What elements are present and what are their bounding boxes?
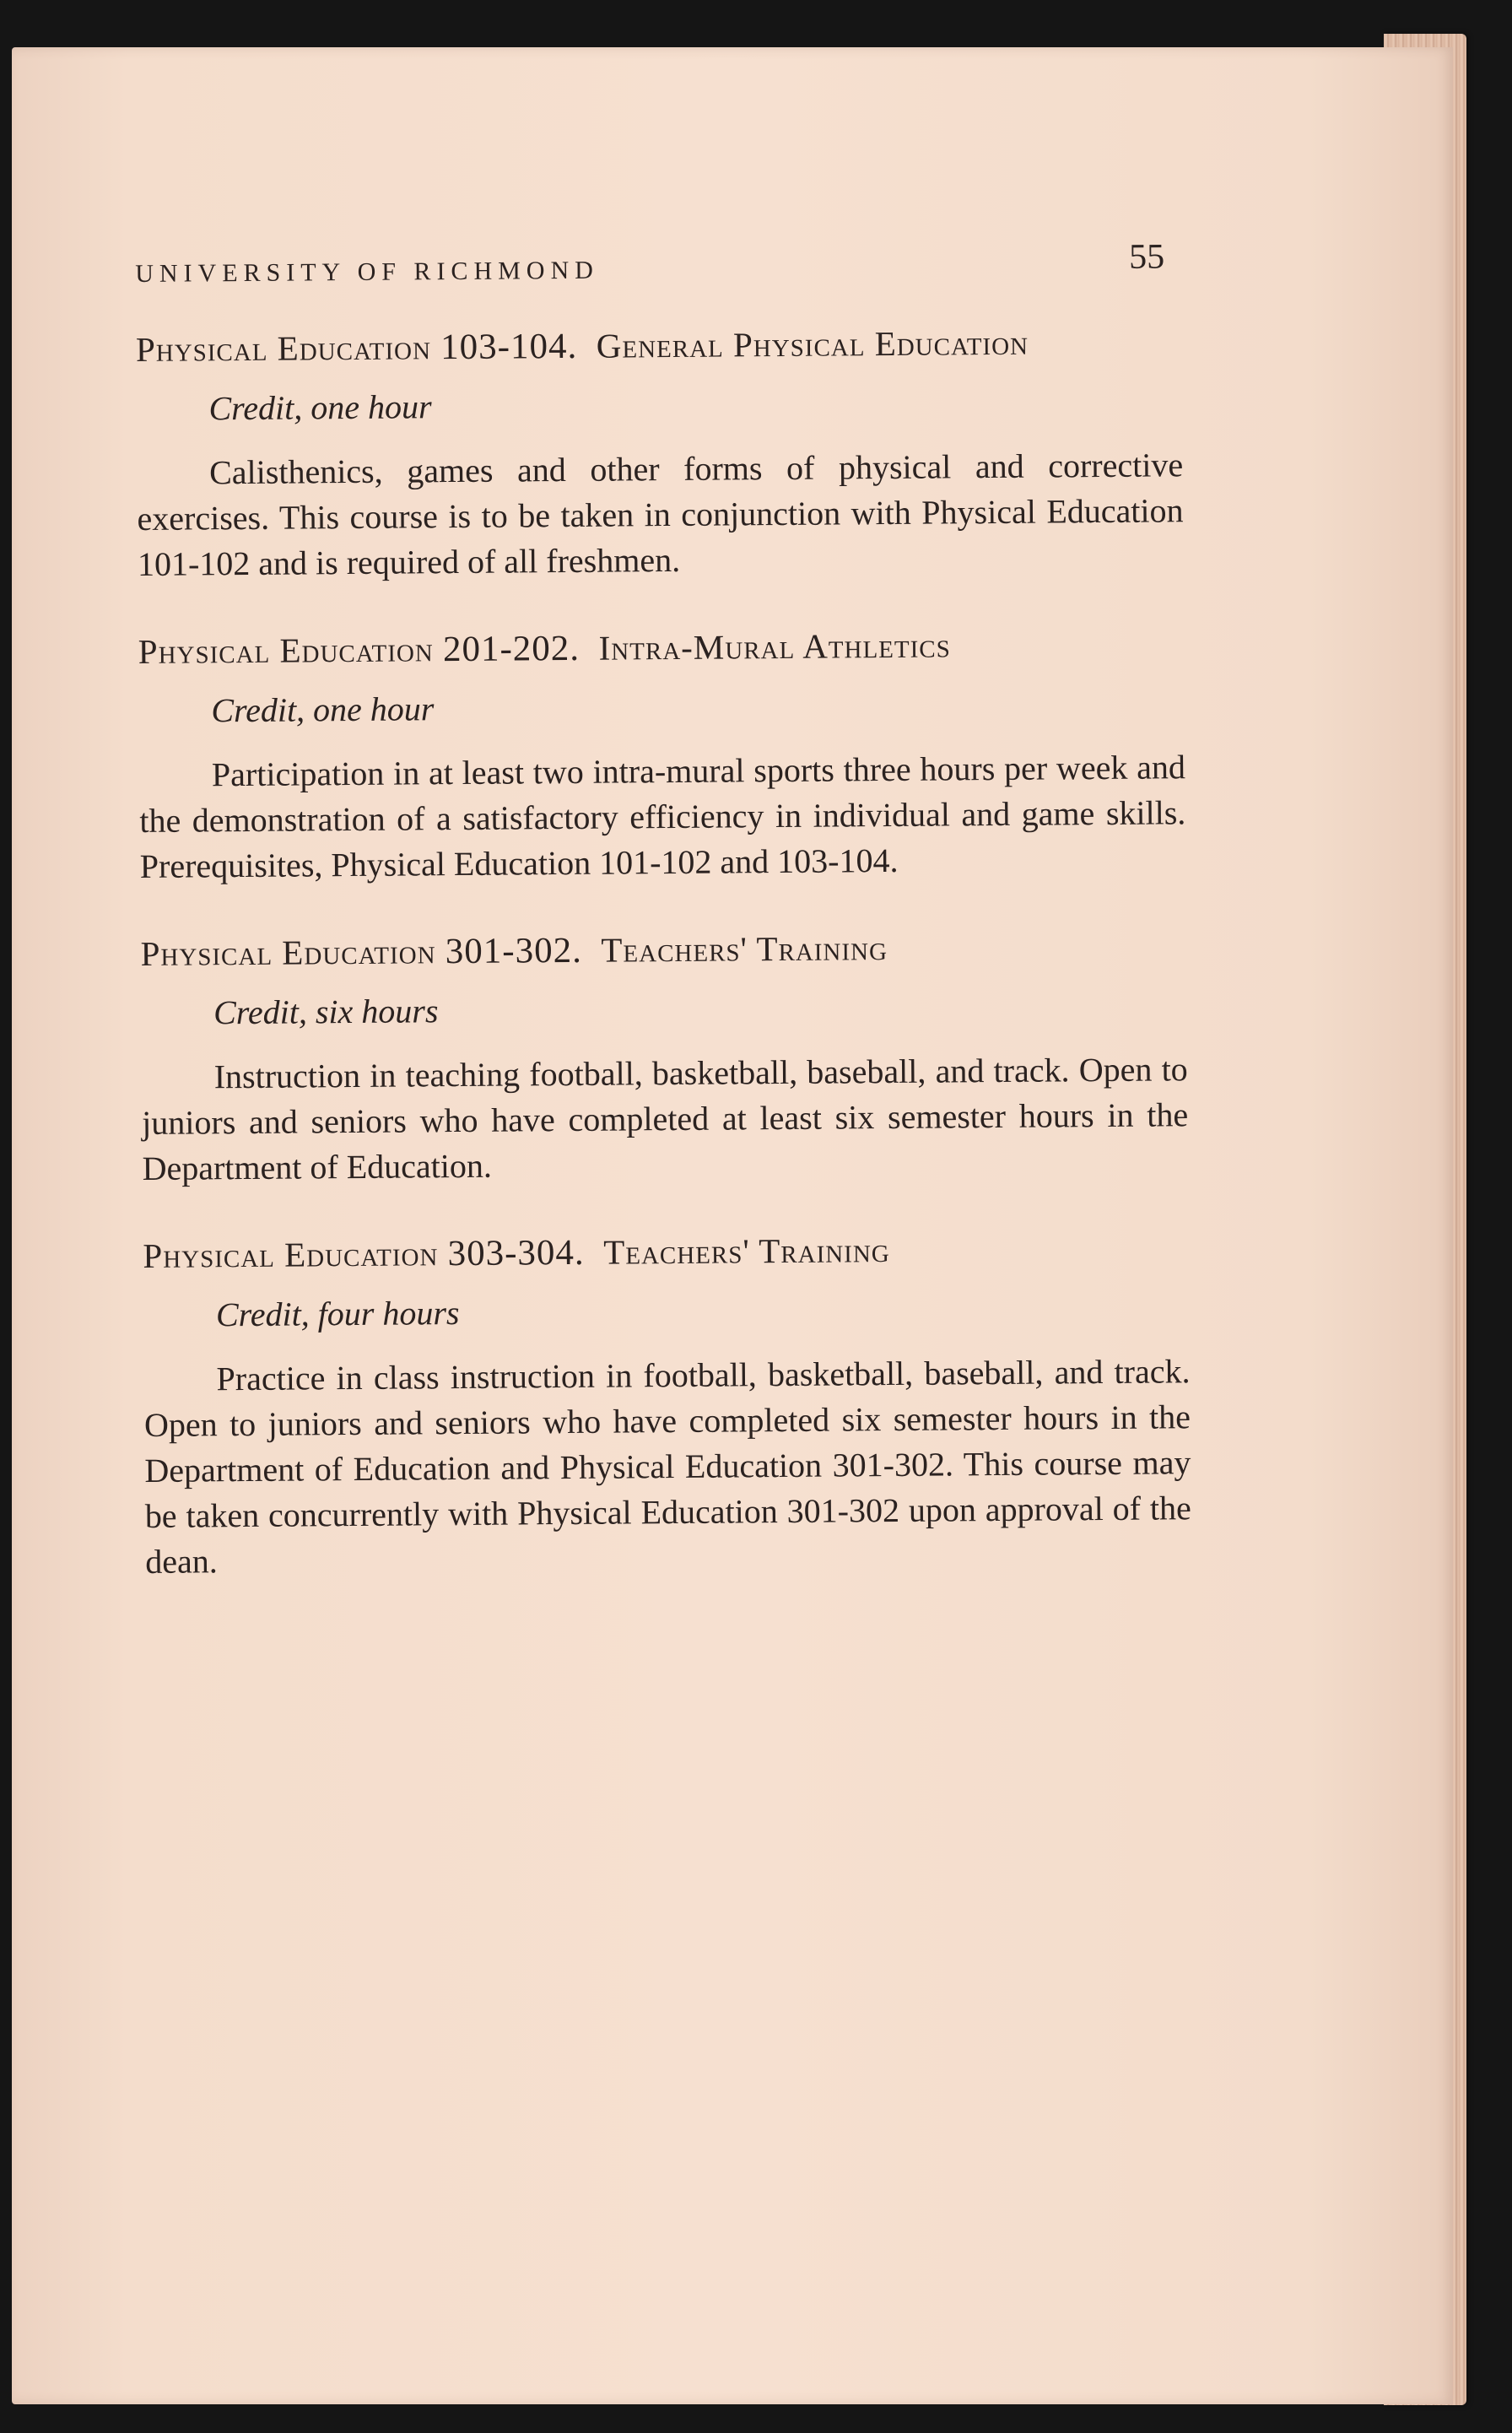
course-title bbox=[140, 925, 1186, 975]
course-title bbox=[136, 321, 1182, 370]
course-title bbox=[143, 1227, 1189, 1277]
running-header bbox=[135, 236, 1181, 299]
running-title: UNIVERSITY OF RICHMOND bbox=[135, 256, 599, 288]
course-description: Participation in at least two intra-mural sports three hours per week and the demonstration of a satisfactory efficiency in individual and game skills. Prerequisites, Physical Education 101-102 and 103-104. bbox=[139, 748, 1186, 885]
course-department: Physical Education bbox=[143, 1234, 439, 1275]
course-credit: Credit, one hour bbox=[211, 689, 435, 730]
course-department: Physical Education bbox=[140, 932, 436, 973]
course-entry bbox=[143, 1227, 1191, 1585]
course-name: General Physical Education bbox=[596, 322, 1029, 365]
course-name: Teachers' Training bbox=[601, 928, 888, 970]
course-description: Practice in class instruction in football, basketball, baseball, and track. Open to juniors and seniors who have completed six semester hours in the Department of Education and Physical Education 301-302. This course may be taken concurrently with Physical Education 301-302 upon approval of the dean. bbox=[143, 1352, 1191, 1581]
course-description: Calisthenics, games and other forms of physical and corrective exercises. This course is to be taken in conjunction with Physical Education 101-102 and is required of all freshmen. bbox=[137, 446, 1184, 583]
course-title bbox=[138, 623, 1185, 673]
course-name: Teachers' Training bbox=[603, 1230, 890, 1272]
course-credit: Credit, four hours bbox=[215, 1294, 460, 1334]
course-entry bbox=[140, 925, 1188, 1192]
course-number: 303-304. bbox=[447, 1232, 585, 1274]
course-credit: Credit, one hour bbox=[208, 387, 432, 428]
page-content bbox=[135, 236, 1191, 1585]
course-credit: Credit, six hours bbox=[213, 992, 439, 1032]
course-department: Physical Education bbox=[135, 327, 432, 369]
course-entry bbox=[138, 623, 1186, 889]
page-number: 55 bbox=[1128, 237, 1165, 277]
course-number: 301-302. bbox=[445, 930, 583, 972]
course-name: Intra-Mural Athletics bbox=[598, 625, 951, 668]
course-entry bbox=[136, 321, 1184, 587]
course-number: 103-104. bbox=[440, 326, 578, 368]
course-description: Instruction in teaching football, basketball, baseball, and track. Open to juniors and seniors who have completed at least six semester hours in the Department of Education. bbox=[141, 1050, 1189, 1187]
course-number: 201-202. bbox=[442, 628, 580, 670]
course-department: Physical Education bbox=[138, 630, 434, 671]
